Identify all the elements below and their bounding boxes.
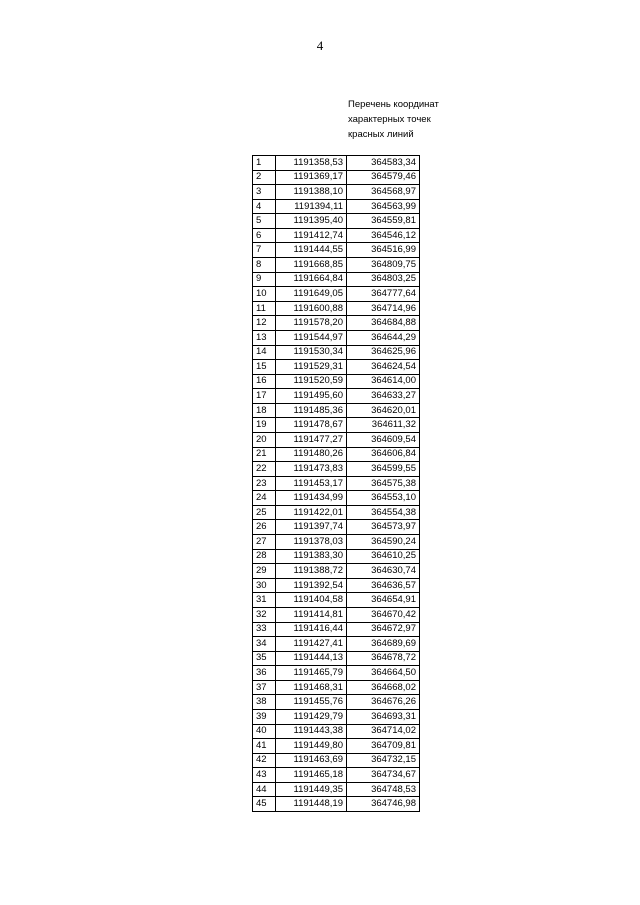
point-number-cell: 10 <box>253 287 276 302</box>
table-row <box>253 768 420 783</box>
y-coordinate-cell: 364573,97 <box>347 520 420 535</box>
table-row <box>253 316 420 331</box>
x-coordinate-cell: 1191463,69 <box>276 753 347 768</box>
point-number-cell: 25 <box>253 505 276 520</box>
coordinates-table-body <box>253 156 420 812</box>
y-coordinate-cell: 364568,97 <box>347 185 420 200</box>
table-row <box>253 287 420 302</box>
y-coordinate-cell: 364636,57 <box>347 578 420 593</box>
point-number-cell: 24 <box>253 491 276 506</box>
y-coordinate-cell: 364678,72 <box>347 651 420 666</box>
point-number-cell: 17 <box>253 389 276 404</box>
x-coordinate-cell: 1191397,74 <box>276 520 347 535</box>
table-row <box>253 156 420 171</box>
y-coordinate-cell: 364599,55 <box>347 462 420 477</box>
x-coordinate-cell: 1191668,85 <box>276 258 347 273</box>
x-coordinate-cell: 1191444,13 <box>276 651 347 666</box>
table-row <box>253 214 420 229</box>
y-coordinate-cell: 364709,81 <box>347 739 420 754</box>
table-row <box>253 637 420 652</box>
x-coordinate-cell: 1191485,36 <box>276 403 347 418</box>
x-coordinate-cell: 1191480,26 <box>276 447 347 462</box>
table-row <box>253 724 420 739</box>
x-coordinate-cell: 1191465,79 <box>276 666 347 681</box>
x-coordinate-cell: 1191434,99 <box>276 491 347 506</box>
y-coordinate-cell: 364610,25 <box>347 549 420 564</box>
y-coordinate-cell: 364546,12 <box>347 228 420 243</box>
table-row <box>253 403 420 418</box>
x-coordinate-cell: 1191578,20 <box>276 316 347 331</box>
table-row <box>253 228 420 243</box>
y-coordinate-cell: 364714,96 <box>347 301 420 316</box>
y-coordinate-cell: 364746,98 <box>347 797 420 812</box>
table-row <box>253 476 420 491</box>
y-coordinate-cell: 364672,97 <box>347 622 420 637</box>
y-coordinate-cell: 364575,38 <box>347 476 420 491</box>
table-row <box>253 185 420 200</box>
point-number-cell: 20 <box>253 432 276 447</box>
y-coordinate-cell: 364590,24 <box>347 535 420 550</box>
y-coordinate-cell: 364583,34 <box>347 156 420 171</box>
x-coordinate-cell: 1191395,40 <box>276 214 347 229</box>
y-coordinate-cell: 364664,50 <box>347 666 420 681</box>
table-row <box>253 578 420 593</box>
y-coordinate-cell: 364644,29 <box>347 330 420 345</box>
point-number-cell: 39 <box>253 709 276 724</box>
table-row <box>253 680 420 695</box>
table-row <box>253 709 420 724</box>
y-coordinate-cell: 364668,02 <box>347 680 420 695</box>
x-coordinate-cell: 1191427,41 <box>276 637 347 652</box>
x-coordinate-cell: 1191443,38 <box>276 724 347 739</box>
point-number-cell: 44 <box>253 782 276 797</box>
table-row <box>253 666 420 681</box>
point-number-cell: 11 <box>253 301 276 316</box>
point-number-cell: 30 <box>253 578 276 593</box>
x-coordinate-cell: 1191388,72 <box>276 564 347 579</box>
x-coordinate-cell: 1191649,05 <box>276 287 347 302</box>
point-number-cell: 42 <box>253 753 276 768</box>
table-row <box>253 301 420 316</box>
point-number-cell: 14 <box>253 345 276 360</box>
table-row <box>253 462 420 477</box>
y-coordinate-cell: 364516,99 <box>347 243 420 258</box>
y-coordinate-cell: 364553,10 <box>347 491 420 506</box>
y-coordinate-cell: 364734,67 <box>347 768 420 783</box>
x-coordinate-cell: 1191495,60 <box>276 389 347 404</box>
table-row <box>253 418 420 433</box>
y-coordinate-cell: 364563,99 <box>347 199 420 214</box>
point-number-cell: 27 <box>253 535 276 550</box>
point-number-cell: 41 <box>253 739 276 754</box>
x-coordinate-cell: 1191478,67 <box>276 418 347 433</box>
x-coordinate-cell: 1191520,59 <box>276 374 347 389</box>
y-coordinate-cell: 364809,75 <box>347 258 420 273</box>
table-row <box>253 345 420 360</box>
x-coordinate-cell: 1191600,88 <box>276 301 347 316</box>
y-coordinate-cell: 364625,96 <box>347 345 420 360</box>
x-coordinate-cell: 1191468,31 <box>276 680 347 695</box>
x-coordinate-cell: 1191544,97 <box>276 330 347 345</box>
x-coordinate-cell: 1191378,03 <box>276 535 347 550</box>
x-coordinate-cell: 1191530,34 <box>276 345 347 360</box>
y-coordinate-cell: 364693,31 <box>347 709 420 724</box>
point-number-cell: 29 <box>253 564 276 579</box>
x-coordinate-cell: 1191383,30 <box>276 549 347 564</box>
point-number-cell: 45 <box>253 797 276 812</box>
table-row <box>253 622 420 637</box>
x-coordinate-cell: 1191422,01 <box>276 505 347 520</box>
y-coordinate-cell: 364633,27 <box>347 389 420 404</box>
x-coordinate-cell: 1191453,17 <box>276 476 347 491</box>
point-number-cell: 38 <box>253 695 276 710</box>
table-row <box>253 607 420 622</box>
y-coordinate-cell: 364676,26 <box>347 695 420 710</box>
point-number-cell: 6 <box>253 228 276 243</box>
point-number-cell: 36 <box>253 666 276 681</box>
x-coordinate-cell: 1191388,10 <box>276 185 347 200</box>
y-coordinate-cell: 364732,15 <box>347 753 420 768</box>
point-number-cell: 4 <box>253 199 276 214</box>
point-number-cell: 37 <box>253 680 276 695</box>
point-number-cell: 43 <box>253 768 276 783</box>
point-number-cell: 19 <box>253 418 276 433</box>
point-number-cell: 32 <box>253 607 276 622</box>
page-number: 4 <box>316 38 324 53</box>
x-coordinate-cell: 1191414,81 <box>276 607 347 622</box>
x-coordinate-cell: 1191455,76 <box>276 695 347 710</box>
point-number-cell: 1 <box>253 156 276 171</box>
x-coordinate-cell: 1191404,58 <box>276 593 347 608</box>
table-row <box>253 199 420 214</box>
table-row <box>253 330 420 345</box>
x-coordinate-cell: 1191473,83 <box>276 462 347 477</box>
table-row <box>253 782 420 797</box>
table-row <box>253 505 420 520</box>
y-coordinate-cell: 364579,46 <box>347 170 420 185</box>
y-coordinate-cell: 364654,91 <box>347 593 420 608</box>
y-coordinate-cell: 364614,00 <box>347 374 420 389</box>
table-row <box>253 374 420 389</box>
y-coordinate-cell: 364609,54 <box>347 432 420 447</box>
y-coordinate-cell: 364748,53 <box>347 782 420 797</box>
heading-line: красных линий <box>348 129 414 140</box>
x-coordinate-cell: 1191358,53 <box>276 156 347 171</box>
y-coordinate-cell: 364777,64 <box>347 287 420 302</box>
x-coordinate-cell: 1191448,19 <box>276 797 347 812</box>
point-number-cell: 13 <box>253 330 276 345</box>
table-row <box>253 651 420 666</box>
table-row <box>253 695 420 710</box>
point-number-cell: 22 <box>253 462 276 477</box>
point-number-cell: 5 <box>253 214 276 229</box>
point-number-cell: 35 <box>253 651 276 666</box>
table-row <box>253 593 420 608</box>
point-number-cell: 40 <box>253 724 276 739</box>
x-coordinate-cell: 1191449,35 <box>276 782 347 797</box>
x-coordinate-cell: 1191412,74 <box>276 228 347 243</box>
y-coordinate-cell: 364689,69 <box>347 637 420 652</box>
table-row <box>253 243 420 258</box>
x-coordinate-cell: 1191465,18 <box>276 768 347 783</box>
x-coordinate-cell: 1191369,17 <box>276 170 347 185</box>
point-number-cell: 31 <box>253 593 276 608</box>
table-row <box>253 549 420 564</box>
point-number-cell: 8 <box>253 258 276 273</box>
point-number-cell: 28 <box>253 549 276 564</box>
point-number-cell: 34 <box>253 637 276 652</box>
table-row <box>253 753 420 768</box>
y-coordinate-cell: 364684,88 <box>347 316 420 331</box>
point-number-cell: 7 <box>253 243 276 258</box>
table-row <box>253 360 420 375</box>
table-row <box>253 739 420 754</box>
y-coordinate-cell: 364554,38 <box>347 505 420 520</box>
table-row <box>253 564 420 579</box>
point-number-cell: 26 <box>253 520 276 535</box>
point-number-cell: 18 <box>253 403 276 418</box>
point-number-cell: 15 <box>253 360 276 375</box>
point-number-cell: 2 <box>253 170 276 185</box>
coordinates-table <box>252 155 420 812</box>
x-coordinate-cell: 1191416,44 <box>276 622 347 637</box>
table-row <box>253 272 420 287</box>
x-coordinate-cell: 1191477,27 <box>276 432 347 447</box>
y-coordinate-cell: 364803,25 <box>347 272 420 287</box>
x-coordinate-cell: 1191392,54 <box>276 578 347 593</box>
y-coordinate-cell: 364630,74 <box>347 564 420 579</box>
point-number-cell: 16 <box>253 374 276 389</box>
x-coordinate-cell: 1191429,79 <box>276 709 347 724</box>
table-row <box>253 258 420 273</box>
x-coordinate-cell: 1191664,84 <box>276 272 347 287</box>
point-number-cell: 33 <box>253 622 276 637</box>
y-coordinate-cell: 364714,02 <box>347 724 420 739</box>
point-number-cell: 12 <box>253 316 276 331</box>
y-coordinate-cell: 364559,81 <box>347 214 420 229</box>
y-coordinate-cell: 364624,54 <box>347 360 420 375</box>
table-row <box>253 432 420 447</box>
table-row <box>253 535 420 550</box>
table-row <box>253 170 420 185</box>
x-coordinate-cell: 1191444,55 <box>276 243 347 258</box>
point-number-cell: 23 <box>253 476 276 491</box>
table-row <box>253 447 420 462</box>
x-coordinate-cell: 1191394,11 <box>276 199 347 214</box>
x-coordinate-cell: 1191449,80 <box>276 739 347 754</box>
y-coordinate-cell: 364620,01 <box>347 403 420 418</box>
heading-line: Перечень координат <box>348 99 439 110</box>
table-row <box>253 797 420 812</box>
point-number-cell: 3 <box>253 185 276 200</box>
y-coordinate-cell: 364670,42 <box>347 607 420 622</box>
x-coordinate-cell: 1191529,31 <box>276 360 347 375</box>
table-row <box>253 389 420 404</box>
point-number-cell: 9 <box>253 272 276 287</box>
point-number-cell: 21 <box>253 447 276 462</box>
table-heading <box>348 97 439 142</box>
heading-line: характерных точек <box>348 114 431 125</box>
table-row <box>253 520 420 535</box>
table-row <box>253 491 420 506</box>
y-coordinate-cell: 364606,84 <box>347 447 420 462</box>
y-coordinate-cell: 364611,32 <box>347 418 420 433</box>
